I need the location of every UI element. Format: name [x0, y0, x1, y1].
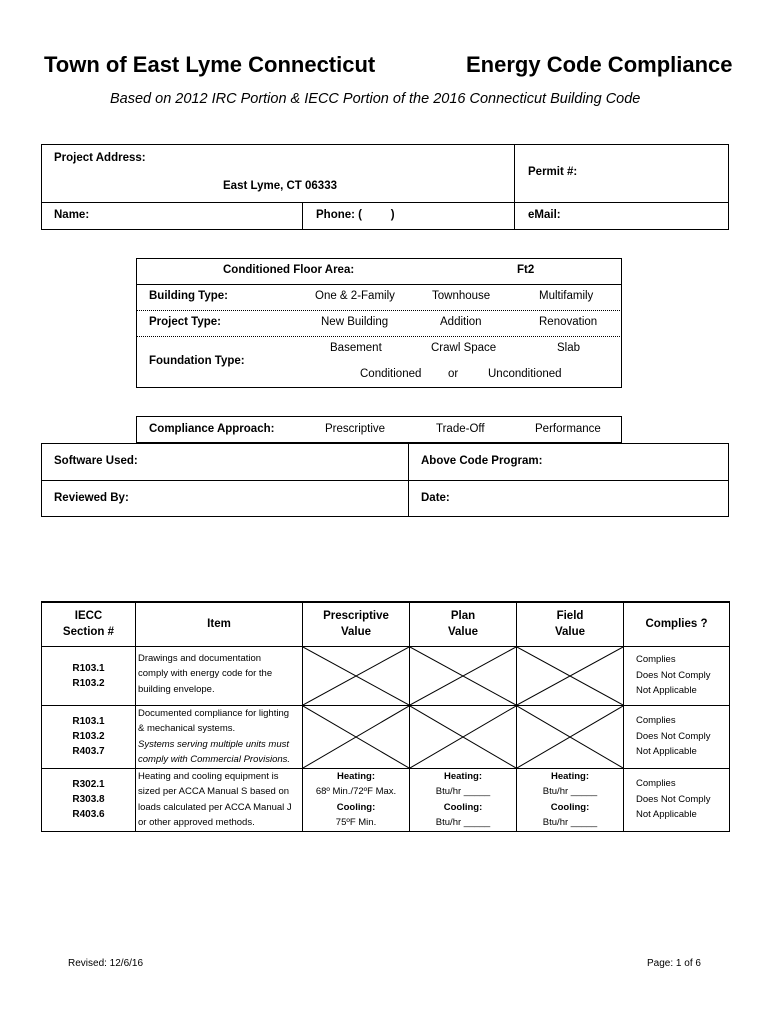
- title-energy-code: Energy Code Compliance: [466, 52, 733, 77]
- approach-trade-off[interactable]: Trade-Off: [436, 423, 485, 435]
- project-type-new-building[interactable]: New Building: [321, 316, 389, 328]
- cross-out-icon: [303, 706, 409, 768]
- row-complies[interactable]: Complies Does Not Comply Not Applicable: [624, 768, 730, 831]
- foundation-or: or: [448, 368, 459, 380]
- row-sections: R302.1 R303.8 R403.6: [42, 768, 136, 831]
- divider: [514, 144, 515, 230]
- title-town: Town of East Lyme Connecticut: [44, 52, 376, 77]
- foundation-slab[interactable]: Slab: [557, 342, 581, 354]
- date-label: Date:: [421, 492, 450, 504]
- prescriptive-na-cell: [303, 646, 410, 705]
- row-complies[interactable]: Complies Does Not Comply Not Applicable: [624, 705, 730, 768]
- divider: [136, 284, 622, 285]
- project-address-label: Project Address:: [54, 152, 146, 164]
- plan-na-cell: [410, 705, 517, 768]
- foundation-unconditioned[interactable]: Unconditioned: [488, 368, 562, 380]
- project-type-addition[interactable]: Addition: [440, 316, 482, 328]
- row-sections: R103.1 R103.2: [42, 646, 136, 705]
- compliance-table: [41, 601, 730, 832]
- reviewed-by-label: Reviewed By:: [54, 492, 129, 504]
- approach-performance[interactable]: Performance: [535, 423, 601, 435]
- revised-date: Revised: 12/6/16: [68, 958, 144, 969]
- header-complies: Complies ?: [624, 602, 730, 646]
- approach-prescriptive[interactable]: Prescriptive: [325, 423, 386, 435]
- divider: [41, 480, 729, 481]
- phone-label: Phone: ( ): [316, 209, 395, 221]
- divider: [302, 202, 303, 230]
- foundation-basement[interactable]: Basement: [330, 342, 382, 354]
- building-type-label: Building Type:: [149, 290, 229, 302]
- divider: [136, 310, 622, 311]
- foundation-conditioned[interactable]: Conditioned: [360, 368, 422, 380]
- building-type-one-two-family[interactable]: One & 2-Family: [315, 290, 395, 302]
- compliance-approach-label: Compliance Approach:: [149, 423, 275, 435]
- plan-value-cell[interactable]: Heating: Btu/hr _____ Cooling: Btu/hr _____: [410, 768, 517, 831]
- row-item: Heating and cooling equipment is sized per ACCA Manual S based on loads calculated per ACCA Manual J or other approved methods.: [136, 768, 303, 831]
- header-section: IECC Section #: [42, 602, 136, 646]
- field-na-cell: [517, 705, 624, 768]
- floor-area-unit: Ft2: [517, 264, 535, 276]
- email-label: eMail:: [528, 209, 561, 221]
- cross-out-icon: [303, 647, 409, 705]
- table-row: [42, 646, 730, 705]
- divider: [136, 336, 622, 337]
- prescriptive-value-cell: Heating: 68º Min./72ºF Max. Cooling: 75ºF Min.: [303, 768, 410, 831]
- table-row: [42, 705, 730, 768]
- page-number: Page: 1 of 6: [647, 958, 701, 969]
- subtitle: Based on 2012 IRC Portion & IECC Portion of the 2016 Connecticut Building Code: [110, 91, 641, 107]
- building-type-multifamily[interactable]: Multifamily: [539, 290, 594, 302]
- above-code-program-label: Above Code Program:: [421, 455, 543, 467]
- row-item: Drawings and documentation comply with energy code for the building envelope.: [136, 646, 303, 705]
- floor-area-label: Conditioned Floor Area:: [223, 264, 355, 276]
- foundation-type-label: Foundation Type:: [149, 355, 245, 367]
- cross-out-icon: [517, 647, 623, 705]
- cross-out-icon: [517, 706, 623, 768]
- header-item: Item: [136, 602, 303, 646]
- foundation-crawl-space[interactable]: Crawl Space: [431, 342, 497, 354]
- name-label: Name:: [54, 209, 90, 221]
- table-row: [42, 768, 730, 831]
- cross-out-icon: [410, 647, 516, 705]
- permit-label: Permit #:: [528, 166, 578, 178]
- project-type-label: Project Type:: [149, 316, 221, 328]
- row-sections: R103.1 R103.2 R403.7: [42, 705, 136, 768]
- prescriptive-na-cell: [303, 705, 410, 768]
- project-address-value: East Lyme, CT 06333: [223, 180, 337, 192]
- row-item: Documented compliance for lighting & mechanical systems. Systems serving multiple units must comply with Commercial Provisions.: [136, 705, 303, 768]
- plan-na-cell: [410, 646, 517, 705]
- header-prescriptive: Prescriptive Value: [303, 602, 410, 646]
- field-na-cell: [517, 646, 624, 705]
- software-used-label: Software Used:: [54, 455, 138, 467]
- project-type-renovation[interactable]: Renovation: [539, 316, 598, 328]
- header-field: Field Value: [517, 602, 624, 646]
- building-type-townhouse[interactable]: Townhouse: [432, 290, 491, 302]
- divider: [408, 443, 409, 517]
- row-complies[interactable]: Complies Does Not Comply Not Applicable: [624, 646, 730, 705]
- header-plan: Plan Value: [410, 602, 517, 646]
- cross-out-icon: [410, 706, 516, 768]
- field-value-cell[interactable]: Heating: Btu/hr _____ Cooling: Btu/hr _____: [517, 768, 624, 831]
- divider: [41, 202, 729, 203]
